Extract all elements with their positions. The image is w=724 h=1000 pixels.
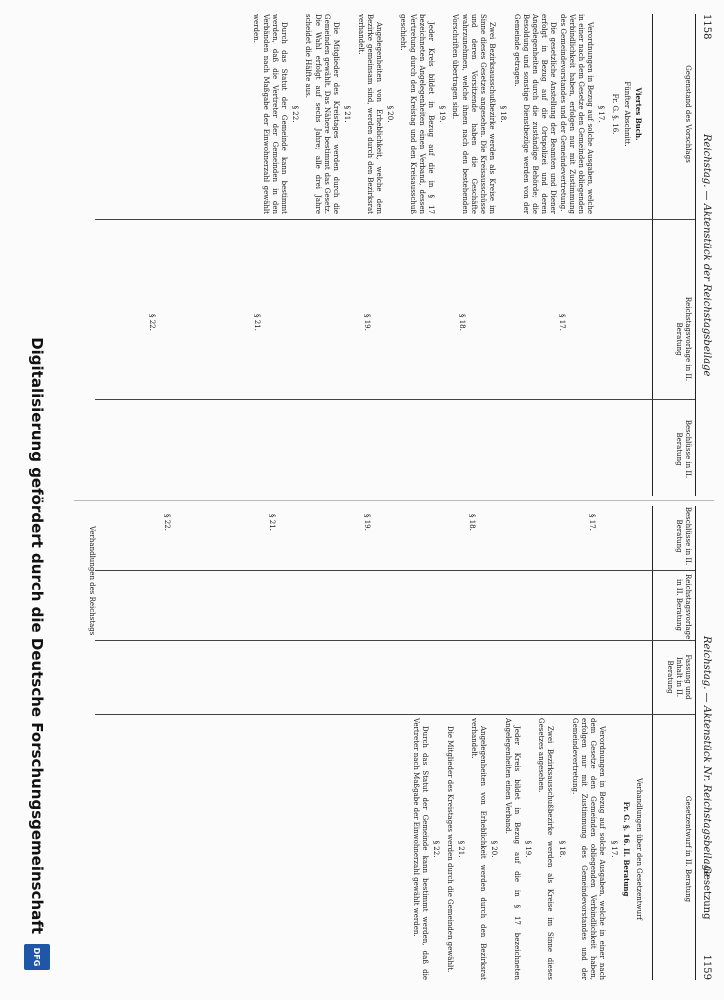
right-section-text: Die Mitglieder des Kreistages werden durch die Gemeinden gewählt.: [445, 726, 454, 973]
left-main-text: [251, 14, 646, 214]
left-page-number: 1158: [701, 14, 712, 40]
left-ref-3: § 19.: [363, 314, 371, 331]
left-section-label: § 17.: [597, 105, 606, 123]
right-section-label: § 21.: [456, 840, 465, 858]
left-ref-4: § 21.: [253, 314, 261, 331]
left-col-header-3: Beschlüsse in II. Beratung: [675, 419, 692, 479]
left-section-label: § 20.: [386, 105, 395, 123]
banner-text: Digitalisierung gefördert durch die Deutsche Forschungsgemeinschaft: [28, 337, 46, 934]
right-section-label: § 22.: [432, 840, 441, 858]
column-rule: [95, 640, 695, 641]
right-col-header-3: Fassung und Inhalt in II. Beratung: [666, 654, 692, 700]
left-heading-2: Fünfter Abschnitt.: [622, 81, 631, 147]
right-ref-4: § 21.: [268, 514, 276, 531]
left-section-text: Zwei Bezirksausschußbezirke werden als Kreise im Sinne dieses Gesetzes angesehen. Die Kreisausschüsse und deren Vorsitzende haben die Geschäfte wahrzunehmen, welche ihnen nach den bestehenden Vorschriften übertragen sind.: [451, 14, 497, 214]
right-section-label: § 17.: [609, 840, 618, 858]
left-ref-2: § 18.: [458, 314, 466, 331]
right-section-text: Jeder Kreis bildet in Bezug auf die in § 17 bezeichneten Angelegenheiten einen Verband.: [503, 718, 521, 980]
right-page-number: 1159: [701, 954, 712, 980]
right-ref-3: § 19.: [363, 514, 371, 531]
right-section-label: § 18.: [557, 840, 566, 858]
right-col-header-2: Reichstagsvorlage in II. Beratung: [675, 574, 692, 640]
right-section-text: Angelegenheiten von Erheblichkeit werden durch den Bezirksrat verhandelt.: [469, 718, 488, 980]
left-page: [76, 14, 716, 496]
right-main-text: [411, 718, 646, 980]
left-section-label: § 21.: [343, 105, 352, 123]
right-ref-1: § 17.: [588, 514, 596, 531]
left-section-label: § 19.: [438, 105, 447, 123]
right-section-text: Durch das Statut der Gemeinde kann bestimmt werden, daß die Vertreter nach Maßgabe der Einwohnerzahl gewählt werden.: [411, 718, 430, 980]
left-running-header: [695, 14, 716, 496]
right-column-headers: [652, 506, 695, 980]
right-header-label: Gesetzung: [701, 866, 712, 920]
left-ref-5: § 22.: [148, 314, 156, 331]
left-section-text: Durch das Statut der Gemeinde kann bestimmt werden, daß die Vertreter der Gemeinden in den Verbänden nach Maßgabe der Einwohnerzahl gewählt werden.: [252, 14, 289, 214]
right-col-header-1: Beschlüsse in II. Beratung: [675, 506, 692, 566]
left-section-label: § 22.: [291, 105, 300, 123]
left-col-header-1: Gegenstand des Vorschlags: [684, 65, 692, 163]
left-heading-1: Viertes Buch.: [634, 87, 643, 141]
dfg-logo-icon: DFG: [24, 944, 50, 970]
right-section-text: Verordnungen in Bezug auf solche Ausgaben, welche in einer nach dem Gesetze den Gemeinden obliegenden Verbindlichkeit haben, erfolgen nur mit Zustimmung des Gemeindevorstandes und der Gemeindevertretung.: [570, 718, 607, 980]
column-rule: [95, 714, 695, 715]
right-section-label: § 20.: [490, 840, 499, 858]
left-heading-3: Fr. G. §. 16.: [610, 93, 619, 135]
right-heading-2: Fr. G. §. 16. II. Beratung: [621, 801, 631, 897]
column-rule: [95, 399, 695, 400]
right-header-title: Reichstag. — Aktenstück Nr. Reichstagsbeilage: [701, 636, 712, 877]
column-rule: [95, 219, 695, 220]
left-section-text: Verordnungen in Bezug auf solche Ausgaben, welche in einer nach dem Gesetze den Gemeinden obliegenden Verbindlichkeit haben, erfolgen nur mit Zustimmung des Gemeindevorstandes und der Gemeindevertretung.: [558, 14, 595, 214]
right-heading-1: Verhandlungen über den Gesetzentwurf: [635, 777, 643, 921]
right-col-header-4: Gesetzentwurf in II. Beratung: [684, 795, 692, 903]
column-rule: [95, 570, 695, 571]
left-section-label: § 18.: [499, 105, 508, 123]
left-section-text: Jeder Kreis bildet in Bezug auf die in § 17 bezeichneten Angelegenheiten einen Verband, dessen Vertretung durch den Kreistag und den Kreisausschuß geschieht.: [399, 14, 435, 214]
page-gutter: [74, 500, 714, 501]
right-section-text: Zwei Bezirksausschußbezirke werden als Kreise im Sinne dieses Gesetzes angesehen.: [537, 718, 555, 980]
left-section-text: Angelegenheiten von Erheblichkeit, welche dem Bezirke gemeinsam sind, werden durch den Bezirksrat verhandelt.: [356, 14, 383, 214]
right-page-footer: Verhandlungen des Reichstags: [88, 526, 96, 636]
right-ref-2: § 18.: [468, 514, 476, 531]
left-ref-1: § 17.: [558, 314, 566, 331]
right-page: [76, 506, 716, 980]
digitization-banner: [14, 0, 60, 1000]
left-section-text: Die Mitglieder des Kreistages werden durch die Gemeinden gewählt. Das Nähere bestimmt das Gesetz. Die Wahl erfolgt auf sechs Jahre; alle drei Jahre scheidet die Hälfte aus.: [304, 14, 341, 214]
right-running-header: [695, 506, 716, 980]
left-header-title: Reichstag. — Aktenstück der Reichstagsbeilage: [701, 134, 712, 377]
right-section-label: § 19.: [523, 840, 532, 858]
left-col-header-2: Reichstagsvorlage in II. Beratung: [675, 296, 692, 382]
left-section-text: Die gesetzliche Anstellung der Beamten und Diener erfolgt in Bezug auf die Ortspolizei und deren Angelegenheiten durch die zuständige Behörde; die Besoldung und sonstige Dienstbezüge werden von der Gemeinde getragen.: [512, 14, 558, 214]
right-ref-5: § 22.: [163, 514, 171, 531]
left-column-headers: [652, 14, 695, 496]
